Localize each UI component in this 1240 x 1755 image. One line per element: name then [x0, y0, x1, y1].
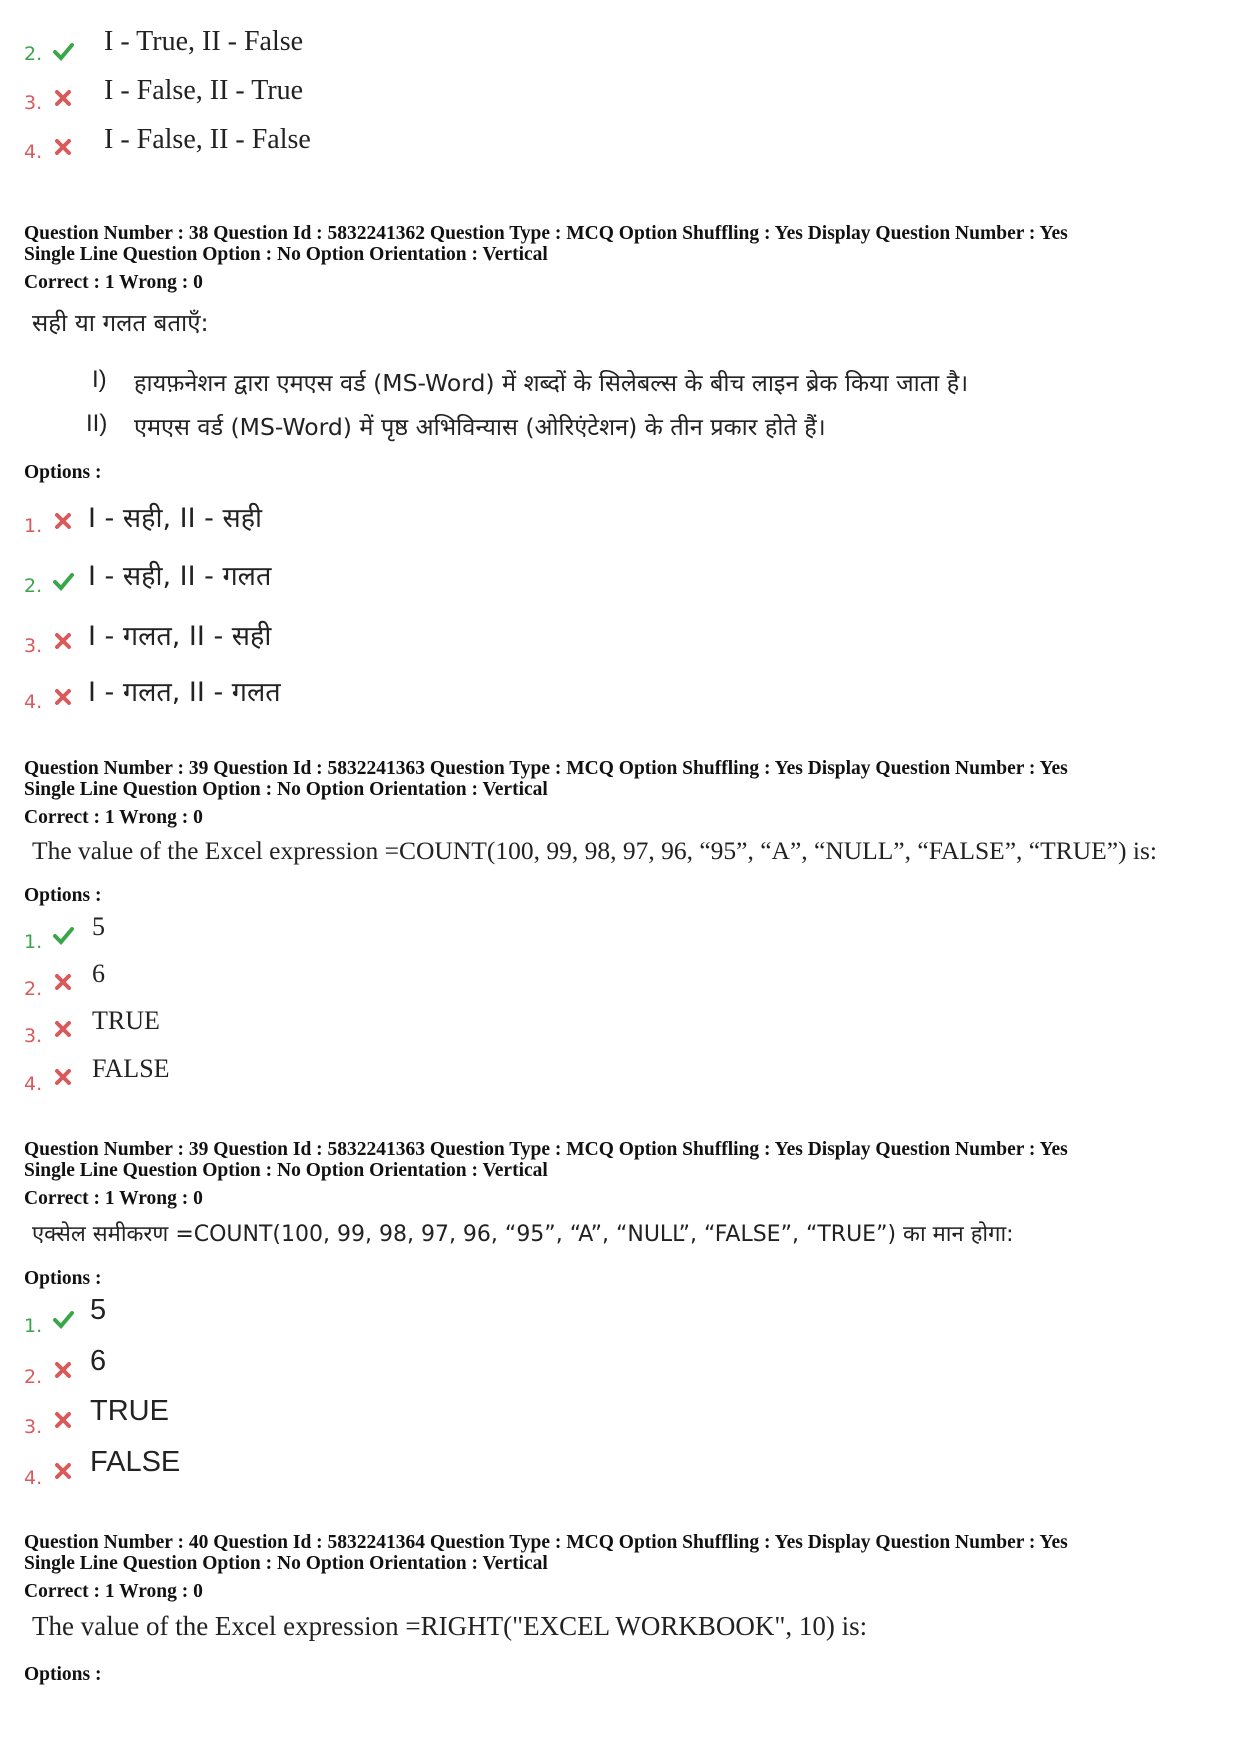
cross-icon — [52, 686, 74, 708]
question-meta: Question Number : 39 Question Id : 5832241363 Question Type : MCQ Option Shuffling : Yes Display Question Number : Yes — [24, 758, 1068, 779]
marks-info: Correct : 1 Wrong : 0 — [24, 807, 203, 828]
option-number: 2. — [24, 575, 43, 597]
option-number: 1. — [24, 931, 43, 953]
option-text: I - गलत, II - गलत — [88, 677, 281, 708]
option-number: 3. — [24, 92, 43, 114]
option-number: 2. — [24, 1366, 43, 1388]
option-text: I - True, II - False — [104, 26, 304, 57]
option-number: 4. — [24, 141, 43, 163]
question-meta: Question Number : 40 Question Id : 5832241364 Question Type : MCQ Option Shuffling : Yes Display Question Number : Yes — [24, 1532, 1068, 1553]
option-number: 3. — [24, 1025, 43, 1047]
option-number: 4. — [24, 691, 43, 713]
check-icon — [52, 40, 74, 62]
options-label: Options : — [24, 462, 102, 483]
option-number: 4. — [24, 1073, 43, 1095]
question-meta-2: Single Line Question Option : No Option Orientation : Vertical — [24, 1553, 548, 1574]
option-text: I - False, II - True — [104, 75, 304, 106]
option-number: 3. — [24, 1416, 43, 1438]
marks-info: Correct : 1 Wrong : 0 — [24, 1581, 203, 1602]
option-text: 6 — [90, 1345, 107, 1377]
question-meta-2: Single Line Question Option : No Option Orientation : Vertical — [24, 779, 548, 800]
option-text: I - False, II - False — [104, 124, 311, 155]
marks-info: Correct : 1 Wrong : 0 — [24, 1188, 203, 1209]
check-icon — [52, 570, 74, 592]
cross-icon — [52, 1066, 74, 1088]
option-number: 2. — [24, 43, 43, 65]
question-meta-2: Single Line Question Option : No Option Orientation : Vertical — [24, 1160, 548, 1181]
options-label: Options : — [24, 1268, 102, 1289]
option-text: I - सही, II - गलत — [88, 561, 272, 592]
cross-icon — [52, 510, 74, 532]
option-text: FALSE — [90, 1446, 181, 1478]
cross-icon — [52, 87, 74, 109]
statement-label: II) — [86, 410, 108, 437]
question-meta-2: Single Line Question Option : No Option Orientation : Vertical — [24, 244, 548, 265]
cross-icon — [52, 1359, 74, 1381]
question-text: एक्सेल समीकरण =COUNT(100, 99, 98, 97, 96, “95”, “A”, “NULL”, “FALSE”, “TRUE”) का मान होगा: — [32, 1222, 1014, 1247]
question-text: The value of the Excel expression =RIGHT("EXCEL WORKBOOK", 10) is: — [32, 1611, 868, 1641]
options-label: Options : — [24, 1664, 102, 1685]
option-number: 4. — [24, 1467, 43, 1489]
statement-text: हायफ़नेशन द्वारा एमएस वर्ड (MS-Word) में शब्दों के सिलेबल्स के बीच लाइन ब्रेक किया जाता है। — [134, 369, 969, 397]
cross-icon — [52, 1460, 74, 1482]
option-text: FALSE — [92, 1054, 170, 1083]
statement-label: I) — [92, 366, 107, 393]
cross-icon — [52, 630, 74, 652]
cross-icon — [52, 1409, 74, 1431]
cross-icon — [52, 136, 74, 158]
question-meta: Question Number : 38 Question Id : 5832241362 Question Type : MCQ Option Shuffling : Yes Display Question Number : Yes — [24, 223, 1068, 244]
check-icon — [52, 924, 74, 946]
option-text: 5 — [90, 1294, 107, 1326]
check-icon — [52, 1308, 74, 1330]
option-text: 5 — [92, 912, 105, 941]
option-text: 6 — [92, 959, 105, 988]
question-meta: Question Number : 39 Question Id : 5832241363 Question Type : MCQ Option Shuffling : Yes Display Question Number : Yes — [24, 1139, 1068, 1160]
options-label: Options : — [24, 885, 102, 906]
cross-icon — [52, 971, 74, 993]
statement-text: एमएस वर्ड (MS-Word) में पृष्ठ अभिविन्यास (ओरिएंटेशन) के तीन प्रकार होते हैं। — [134, 413, 826, 441]
marks-info: Correct : 1 Wrong : 0 — [24, 272, 203, 293]
question-text: सही या गलत बताएँ: — [32, 309, 209, 337]
option-text: TRUE — [92, 1006, 160, 1035]
option-number: 2. — [24, 978, 43, 1000]
option-text: TRUE — [90, 1395, 169, 1427]
option-text: I - सही, II - सही — [88, 503, 263, 534]
option-text: I - गलत, II - सही — [88, 621, 272, 652]
option-number: 1. — [24, 1315, 43, 1337]
question-text: The value of the Excel expression =COUNT(100, 99, 98, 97, 96, “95”, “A”, “NULL”, “FALSE”, “TRUE”) is: — [32, 836, 1157, 865]
option-number: 1. — [24, 515, 43, 537]
cross-icon — [52, 1018, 74, 1040]
option-number: 3. — [24, 635, 43, 657]
